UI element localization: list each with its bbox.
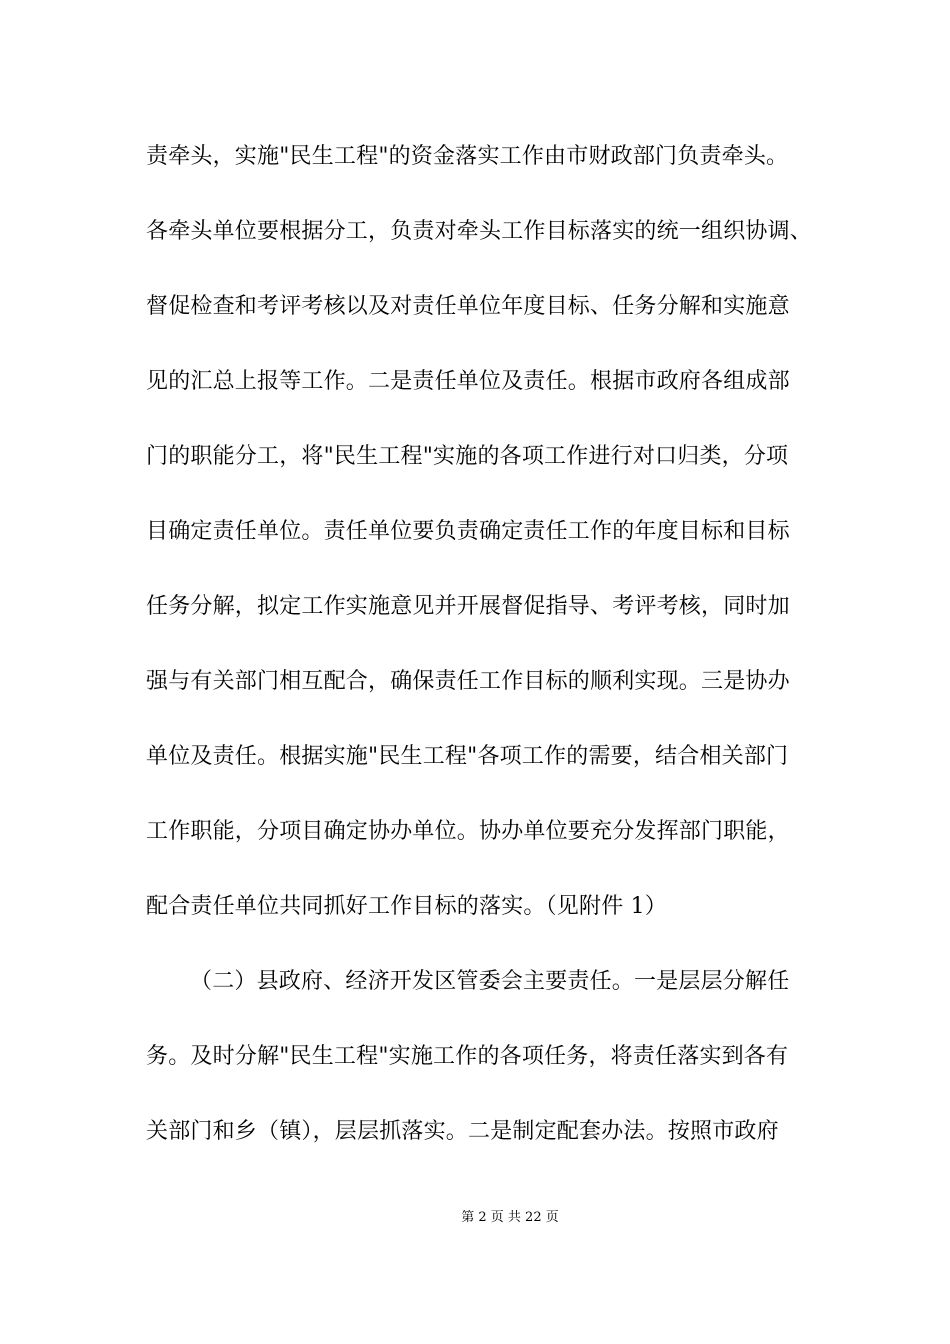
- text-line: 责牵头，实施"民生工程"的资金落实工作由市财政部门负责牵头。: [146, 144, 789, 169]
- page-number-footer: 第 2 页 共 22 页: [461, 1210, 559, 1225]
- text-line: 见的汇总上报等工作。二是责任单位及责任。根据市政府各组成部: [146, 369, 790, 394]
- text-line: 各牵头单位要根据分工，负责对牵头工作目标落实的统一组织协调、: [146, 219, 813, 244]
- text-line: 强与有关部门相互配合，确保责任工作目标的顺利实现。三是协办: [146, 669, 790, 694]
- text-line: 关部门和乡（镇），层层抓落实。二是制定配套办法。按照市政府: [146, 1119, 779, 1144]
- paragraph-start-line: （二）县政府、经济开发区管委会主要责任。一是层层分解任: [190, 969, 790, 994]
- text-line: 单位及责任。根据实施"民生工程"各项工作的需要，结合相关部门: [146, 744, 789, 769]
- text-line: 配合责任单位共同抓好工作目标的落实。（见附件 1）: [146, 894, 667, 919]
- text-line: 目确定责任单位。责任单位要负责确定责任工作的年度目标和目标: [146, 519, 790, 544]
- document-body: [146, 134, 816, 1184]
- text-line: 工作职能，分项目确定协办单位。协办单位要充分发挥部门职能，: [146, 819, 790, 844]
- text-line: 督促检查和考评考核以及对责任单位年度目标、任务分解和实施意: [146, 294, 790, 319]
- text-line: 务。及时分解"民生工程"实施工作的各项任务，将责任落实到各有: [146, 1044, 789, 1069]
- text-line: 门的职能分工，将"民生工程"实施的各项工作进行对口归类，分项: [146, 444, 789, 469]
- text-line: 任务分解，拟定工作实施意见并开展督促指导、考评考核，同时加: [146, 594, 790, 619]
